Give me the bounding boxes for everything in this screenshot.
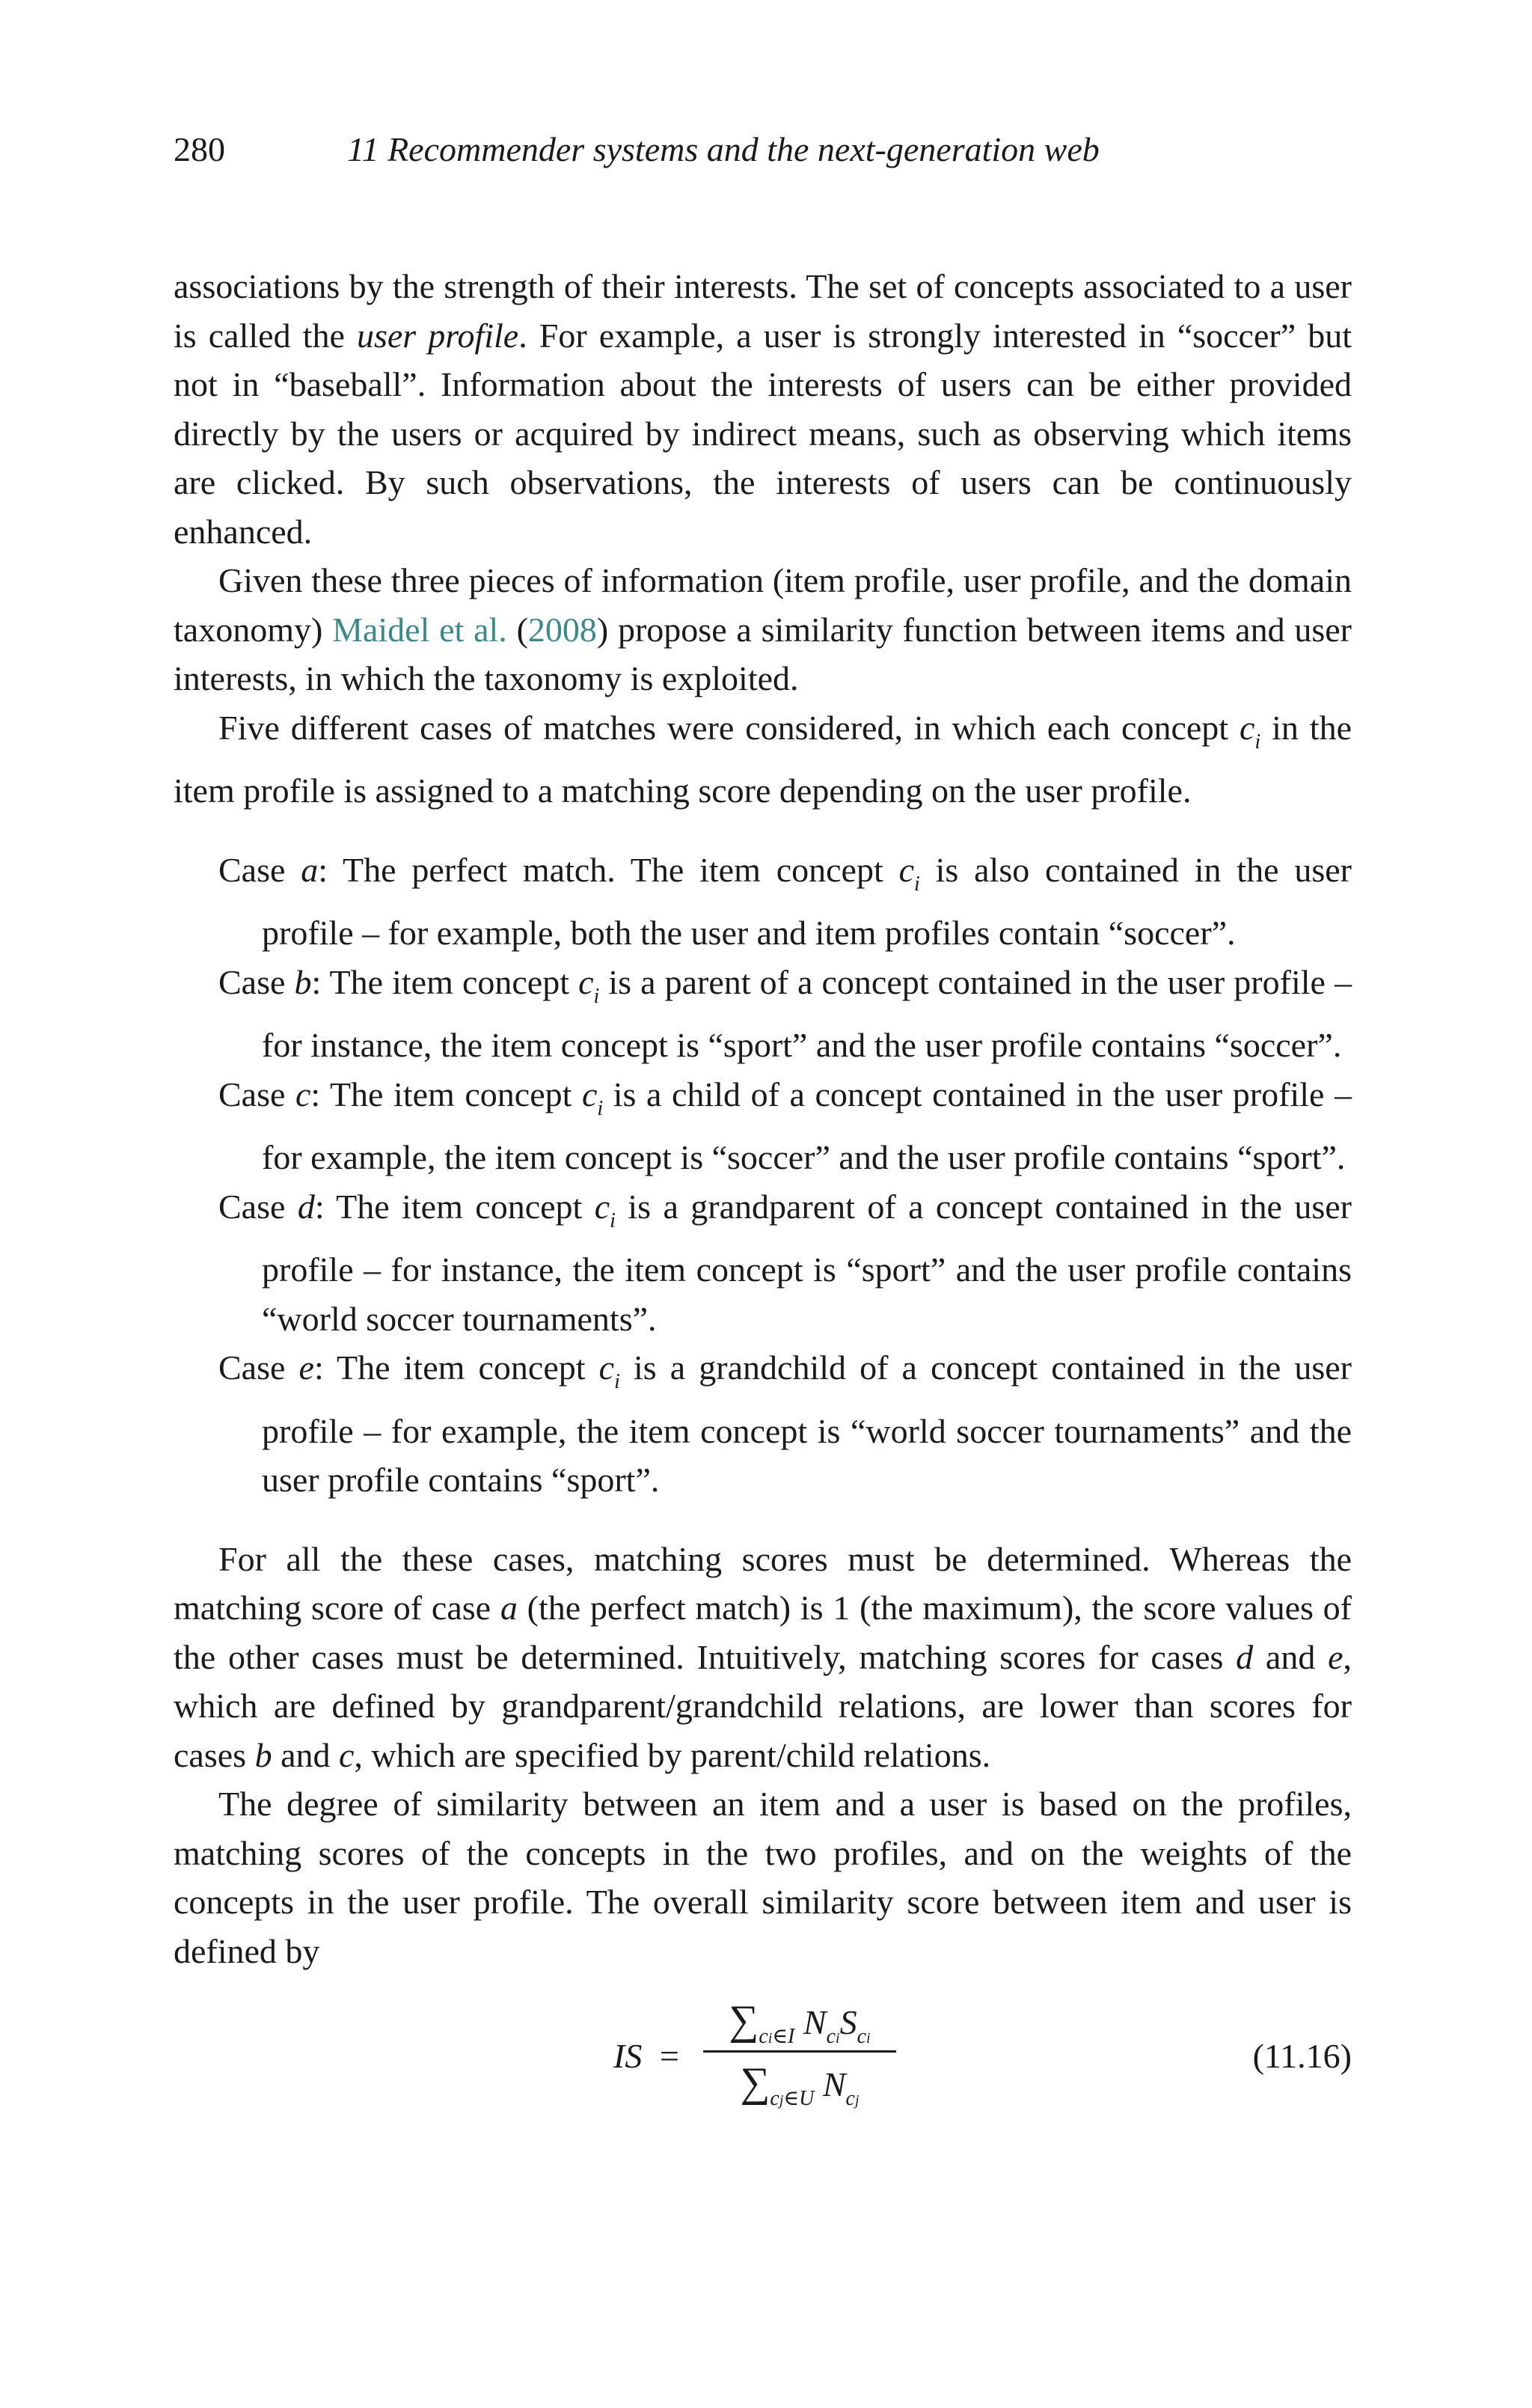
equation-fraction: [703, 1990, 896, 2112]
paragraph-user-profile: associations by the strength of their interests. The set of concepts associated to a user is called the user profile. For example, a user is strongly interested in “soccer” but not in “baseball”. Information about the interests of users can be either provided directly by the users or acquired by indirect means, such as observing which items are clicked. By such observations, the interests of users can be continuously enhanced.: [174, 267, 1352, 551]
case-a: Case a: The perfect match. The item concept $c_i$ is also contained in the user profile – for example, both the user and item profiles contain “soccer”.: [218, 850, 1352, 952]
case-d: Case d: The item concept $c_i$ is a grandparent of a concept contained in the user profile – for instance, the item concept is “sport” and the user profile contains “world soccer tournaments”.: [218, 1187, 1352, 1338]
equation-lhs: IS: [613, 2037, 643, 2075]
paragraph-similarity-definition: The degree of similarity between an item and a user is based on the profiles, matching scores of the concepts in the two profiles, and on the weights of the concepts in the user profile. The overall similarity score between item and user is defined by: [174, 1785, 1352, 1970]
paragraph-three-pieces: Given these three pieces of information (item profile, user profile, and the domain taxonomy) Maidel et al. (2008) propose a similarity function between items and user interests, in which the taxonomy is exploited.: [174, 561, 1352, 697]
body-text: [174, 262, 1352, 2118]
paragraph-five-cases: Five different cases of matches were considered, in which each concept $c_i$ in the item profile is assigned to a matching score depending on the user profile.: [174, 708, 1352, 810]
equation-number: (11.16): [1252, 2037, 1352, 2075]
page-number: 280: [174, 130, 225, 168]
equation-denominator: $\sum_{cj\in U}$ $N_{cj}$: [740, 2059, 860, 2110]
paragraph-matching-scores: For all the these cases, matching scores must be determined. Whereas the matching score of case a (the perfect match) is 1 (the maximum), the score values of the other cases must be determined. Intuitively, matching scores for cases d and e, which are defined by grandparent/grandchild relations, are lower than scores for cases b and c, which are specified by parent/child relations.: [174, 1539, 1352, 1774]
term-user-profile: user profile: [356, 316, 519, 355]
case-b: Case b: The item concept $c_i$ is a parent of a concept contained in the user profile – for instance, the item concept is “sport” and the user profile contains “soccer”.: [218, 962, 1352, 1064]
running-head-title: 11 Recommender systems and the next-generation web: [347, 130, 1100, 168]
equation-11-16: [174, 1990, 1352, 2118]
cases-list: [218, 846, 1352, 1505]
equation-numerator: $\sum_{ci\in I}$ $N_{ci}S_{ci}$: [729, 1997, 871, 2048]
citation-author-link[interactable]: Maidel et al.: [332, 610, 507, 649]
equation-equals: =: [660, 2037, 679, 2075]
case-c: Case c: The item concept $c_i$ is a child of a concept contained in the user profile – for example, the item concept is “soccer” and the user profile contains “sport”.: [218, 1075, 1352, 1176]
citation-year-link[interactable]: 2008: [527, 610, 597, 649]
case-e: Case e: The item concept $c_i$ is a grandchild of a concept contained in the user profile – for example, the item concept is “world soccer tournaments” and the user profile contains “sport”.: [218, 1348, 1352, 1499]
